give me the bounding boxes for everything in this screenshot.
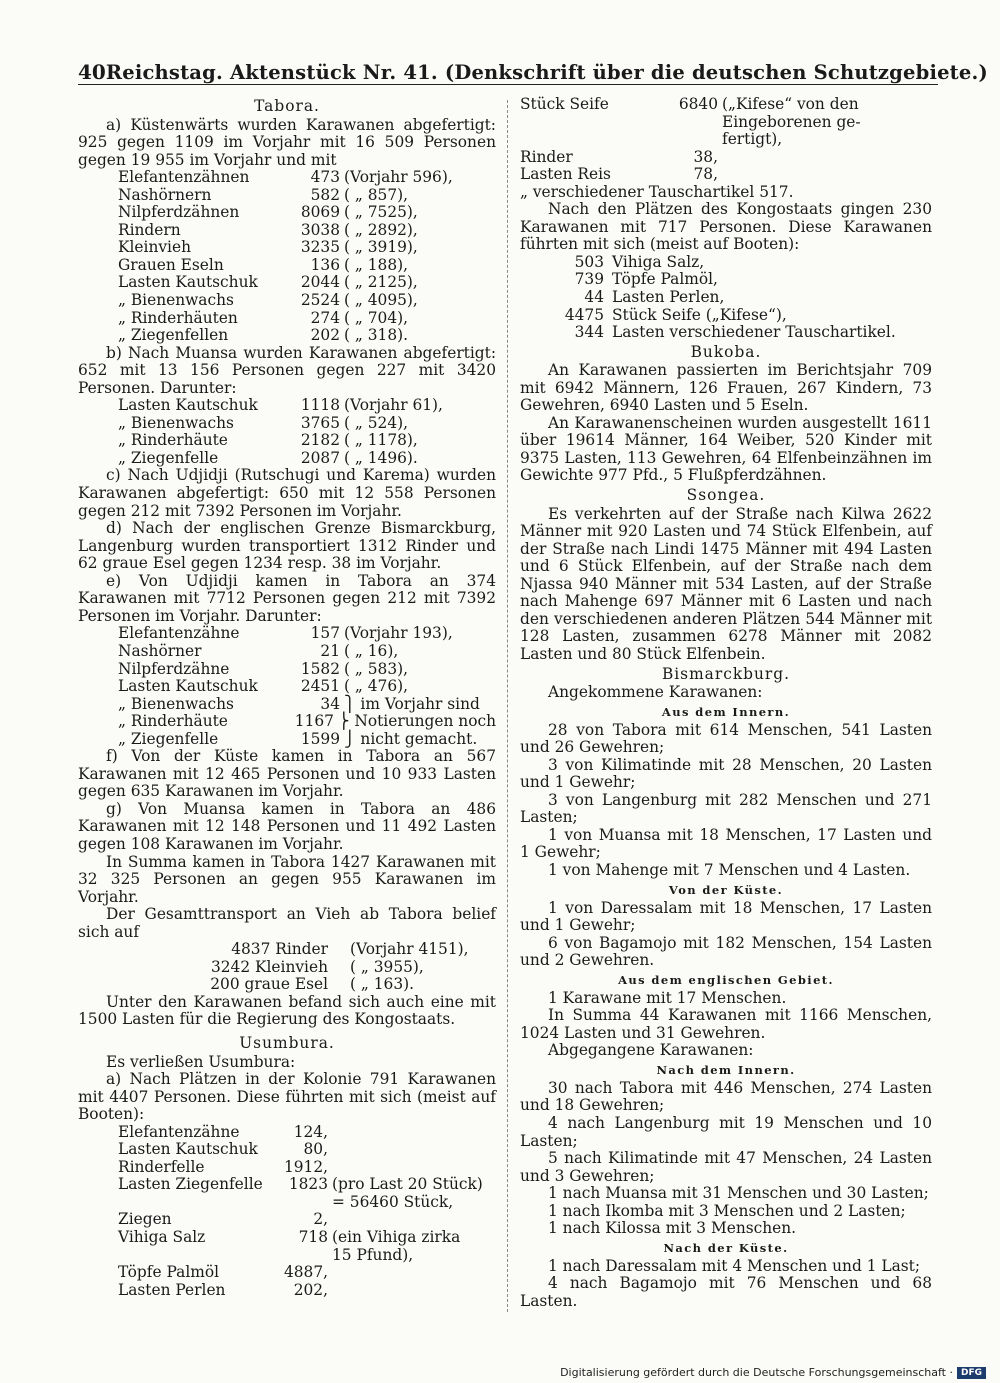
row-value: 8069 [300, 203, 340, 222]
row-label: Töpfe Palmöl [118, 1263, 220, 1282]
row-label: Lasten Kautschuk [118, 677, 258, 696]
row-label: 200 graue Esel [210, 975, 328, 994]
bism-ab-3: 5 nach Kilimatinde mit 47 Menschen, 24 Lasten und 3 Gewehren; [520, 1149, 932, 1185]
bism-k-2: 6 von Bagamojo mit 182 Menschen, 154 Lasten und 2 Gewehren. [520, 933, 932, 970]
row-value [266, 1194, 332, 1212]
table-row [78, 450, 496, 468]
tabora-para-vieh: Der Gesamttransport an Vieh ab Tabora belief sich auf [78, 905, 496, 941]
row-note: (Vorjahr 596), [344, 168, 453, 187]
row-label: Nilpferdzähnen [118, 203, 240, 222]
row-note: (Vorjahr 61), [344, 396, 443, 415]
tabora-para-b: b) Nach Muansa wurden Karawanen abgefertigt: 652 mit 13 156 Personen gegen 227 mit 3420 Personen. Darunter: [78, 343, 496, 397]
row-note [722, 184, 932, 202]
row-note: („Kifese“ von den [722, 95, 859, 113]
row-value: 1582 [300, 659, 340, 678]
usumbura-table-continued [520, 96, 932, 201]
row-value: 34 [320, 694, 340, 713]
table-row [78, 432, 496, 450]
bism-sub-engl: Aus dem englischen Gebiet. [618, 972, 834, 987]
page-number: 40 [78, 60, 106, 84]
row-note [722, 166, 932, 184]
table-row [520, 184, 932, 202]
table-row [520, 166, 932, 184]
row-label: Elefantenzähne [118, 624, 240, 643]
bism-sub-aus-innern: Aus dem Innern. [661, 704, 791, 719]
row-value: 582 [310, 185, 340, 204]
page-header [78, 56, 988, 85]
row-value [266, 1247, 332, 1265]
row-value: 3235 [300, 238, 340, 257]
row-value: 202, [293, 1280, 328, 1299]
row-value: 1118 [300, 396, 340, 415]
row-note: ( „ 583), [344, 659, 409, 678]
bism-sub-nach-innern: Nach dem Innern. [656, 1062, 796, 1077]
row-value: 78, [693, 165, 718, 184]
list-item [560, 289, 932, 307]
bism-k-1: 1 von Daressalam mit 18 Menschen, 17 Lasten und 1 Gewehr; [520, 898, 932, 935]
row-label: Lasten Kautschuk [118, 396, 258, 415]
section-title-ssongea: Ssongea. [686, 486, 766, 505]
row-note: ⎬ Notierungen noch [337, 712, 496, 731]
bism-sub-von-kueste: Von der Küste. [668, 882, 784, 897]
row-value [670, 184, 722, 202]
row-note: (pro Last 20 Stück) [332, 1175, 483, 1194]
row-note [332, 1211, 496, 1229]
tabora-vieh-table [78, 941, 496, 994]
row-value: 2451 [300, 677, 340, 696]
row-value: 2524 [300, 291, 340, 310]
row-value: 4887, [283, 1263, 328, 1282]
bism-abgegangen: Abgegangene Karawanen: [548, 1041, 754, 1060]
kongo-para: Nach den Plätzen des Kongostaats gingen 230 Karawanen mit 717 Personen. Diese Karawanen führten mit sich (meist auf Booten): [520, 200, 932, 254]
table-row [520, 131, 932, 149]
list-item-count: 44 [584, 288, 604, 307]
row-label: „ Rinderhäuten [118, 308, 238, 327]
list-item-text: Töpfe Palmöl, [612, 270, 718, 289]
row-value: 1912, [283, 1157, 328, 1176]
tabora-e-table [78, 625, 496, 748]
table-row [78, 310, 496, 328]
bism-ab-1: 30 nach Tabora mit 446 Menschen, 274 Lasten und 18 Gewehren; [520, 1078, 932, 1115]
bism-in-3: 3 von Langenburg mit 282 Menschen und 271 Lasten; [520, 790, 932, 827]
row-value: 473 [310, 168, 340, 187]
row-note: ⎭ nicht gemacht. [344, 729, 478, 748]
bism-summa: In Summa 44 Karawanen mit 1166 Menschen, 1024 Lasten und 31 Gewehren. [520, 1006, 932, 1042]
bism-in-5: 1 von Mahenge mit 7 Menschen und 4 Lasten. [548, 860, 911, 879]
row-note [722, 149, 932, 167]
row-note: ( „ 318). [344, 326, 409, 345]
row-label [520, 131, 670, 149]
table-row [78, 1211, 496, 1229]
list-item [560, 324, 932, 342]
table-row [78, 643, 496, 661]
list-item-text: Lasten verschiedener Tauschartikel. [612, 323, 896, 342]
section-title-tabora: Tabora. [254, 97, 320, 115]
row-note: ( „ 163). [350, 975, 415, 994]
row-value: 136 [310, 255, 340, 274]
table-row [78, 1141, 496, 1159]
table-row [78, 1124, 496, 1142]
row-note: ( „ 704), [344, 308, 409, 327]
table-row [78, 222, 496, 240]
table-row [78, 941, 496, 959]
tabora-para-e: e) Von Udjidji kamen in Tabora an 374 Karawanen mit 7712 Personen gegen 212 mit 7392 Personen im Vorjahr. Darunter: [78, 571, 496, 625]
section-title-usumbura: Usumbura. [239, 1033, 335, 1052]
row-note: 15 Pfund), [332, 1245, 414, 1264]
dfg-logo: DFG [957, 1367, 986, 1379]
row-value: 124, [293, 1122, 328, 1141]
list-item-text: Stück Seife („Kifese“), [612, 305, 787, 324]
running-title: Reichstag. Aktenstück Nr. 41. (Denkschrift über die deutschen Schutzgebiete.) [105, 61, 988, 84]
table-row [78, 239, 496, 257]
row-label: Grauen Eseln [118, 255, 224, 274]
row-note [332, 1124, 496, 1142]
row-label: Lasten Kautschuk [118, 273, 258, 292]
usumbura-table [78, 1124, 496, 1299]
list-item-text: Lasten Perlen, [612, 288, 725, 307]
row-note: ( „ 857), [344, 185, 409, 204]
row-note: Eingeborenen ge- [722, 112, 861, 131]
table-row [78, 327, 496, 345]
row-value [670, 131, 722, 149]
list-item [560, 271, 932, 289]
bism-in-1: 28 von Tabora mit 614 Menschen, 541 Lasten und 26 Gewehren; [520, 720, 932, 757]
row-label: Lasten Kautschuk [118, 1140, 258, 1159]
left-column [78, 96, 496, 1299]
row-label: Elefantenzähne [118, 1122, 240, 1141]
row-label: „ Rinderhäute [118, 712, 228, 731]
table-row [78, 274, 496, 292]
table-row [520, 149, 932, 167]
table-row [78, 1247, 496, 1265]
row-note [332, 1264, 496, 1282]
table-row [78, 415, 496, 433]
row-label: „ Ziegenfellen [118, 326, 229, 345]
row-label: Rinderfelle [118, 1157, 205, 1176]
row-value [670, 114, 722, 132]
section-title-bukoba: Bukoba. [690, 342, 762, 361]
row-value: 80, [303, 1140, 328, 1159]
row-label: 4837 Rinder [231, 940, 328, 959]
row-note: ( „ 2892), [344, 220, 418, 239]
table-row [78, 187, 496, 205]
table-row [78, 713, 496, 731]
list-item [560, 254, 932, 272]
table-row [78, 959, 496, 977]
footer-text: Digitalisierung gefördert durch die Deutsche Forschungsgemeinschaft · [560, 1366, 953, 1379]
list-item [560, 307, 932, 325]
row-value: 3765 [300, 413, 340, 432]
row-value: 1823 [288, 1175, 328, 1194]
row-label: Nilpferdzähne [118, 659, 230, 678]
table-row [78, 1159, 496, 1177]
bism-sub-nach-kueste: Nach der Küste. [663, 1240, 789, 1255]
table-row [78, 625, 496, 643]
bism-ab-4: 1 nach Muansa mit 31 Menschen und 30 Lasten; [548, 1184, 929, 1203]
tabora-para-c: c) Nach Udjidji (Rutschugi und Karema) wurden Karawanen abgefertigt: 650 mit 12 558 Personen gegen 212 mit 7392 Personen im Vorjahr. [78, 466, 496, 520]
table-row [78, 397, 496, 415]
table-row [78, 678, 496, 696]
bism-in-4: 1 von Muansa mit 18 Menschen, 17 Lasten und 1 Gewehr; [520, 825, 932, 862]
table-row [78, 661, 496, 679]
tabora-para-d: d) Nach der englischen Grenze Bismarckburg, Langenburg wurden transportiert 1312 Rinder und 62 graue Esel gegen 1234 resp. 38 im Vorjahr. [78, 519, 496, 573]
row-label [520, 114, 670, 132]
row-note: ( „ 4095), [344, 291, 418, 310]
table-row [78, 731, 496, 749]
tabora-b-table [78, 397, 496, 467]
row-label: Lasten Reis [520, 165, 611, 184]
row-label: 3242 Kleinvieh [210, 957, 328, 976]
row-label: Lasten Perlen [118, 1280, 226, 1299]
row-label [78, 1247, 266, 1265]
tabora-para-f: f) Von der Küste kamen in Tabora an 567 Karawanen mit 12 465 Personen und 10 933 Lasten gegen 635 Karawanen im Vorjahr. [78, 747, 496, 801]
row-value: 1599 [300, 729, 340, 748]
tabora-para-a: a) Küstenwärts wurden Karawanen abgefertigt: 925 gegen 1109 im Vorjahr mit 16 509 Personen gegen 19 955 im Vorjahr und mit [78, 115, 496, 169]
row-label: Elefantenzähnen [118, 168, 250, 187]
row-label: Rindern [118, 220, 181, 239]
row-label: „ Bienenwachs [118, 413, 234, 432]
bism-e-1: 1 Karawane mit 17 Menschen. [548, 988, 787, 1007]
table-row [78, 1176, 496, 1194]
bism-ab-2: 4 nach Langenburg mit 19 Menschen und 10 Lasten; [520, 1113, 932, 1150]
row-label: Lasten Ziegenfelle [118, 1175, 263, 1194]
table-row [520, 114, 932, 132]
table-row [78, 976, 496, 994]
row-label: „ Rinderhäute [118, 431, 228, 450]
row-value: 3038 [300, 220, 340, 239]
row-note: fertigt), [722, 130, 783, 149]
row-value: 38, [693, 147, 718, 166]
table-row [78, 292, 496, 310]
row-label: Vihiga Salz [118, 1228, 206, 1246]
footer-credit [560, 1366, 986, 1379]
row-label: Rinder [520, 147, 573, 166]
table-row [78, 1194, 496, 1212]
bism-ab-6: 1 nach Kilossa mit 3 Menschen. [548, 1219, 797, 1238]
row-value: 274 [310, 308, 340, 327]
list-item-text: Vihiga Salz, [612, 252, 705, 271]
table-row [78, 204, 496, 222]
bukoba-para-1: An Karawanen passierten im Berichtsjahr 709 mit 6942 Männern, 126 Frauen, 267 Kindern, 73 Gewehren, 6940 Lasten und 5 Eseln. [520, 361, 932, 415]
row-label: „ verschiedener Tauschartikel 517. [520, 182, 794, 201]
row-label: Stück Seife [520, 95, 609, 113]
row-note: ( „ 3955), [350, 957, 424, 976]
table-row [78, 169, 496, 187]
row-note: ( „ 188), [344, 255, 409, 274]
row-note: ( „ 3919), [344, 238, 418, 257]
table-row [78, 257, 496, 275]
usumbura-para-a: a) Nach Plätzen in der Kolonie 791 Karawanen mit 4407 Personen. Diese führten mit sich (meist auf Booten): [78, 1070, 496, 1124]
table-row [78, 1264, 496, 1282]
row-note: ( „ 1496). [344, 448, 418, 467]
bism-ab-5: 1 nach Ikomba mit 3 Menschen und 2 Lasten; [548, 1201, 906, 1220]
row-label: Nashörnern [118, 185, 212, 204]
table-row [78, 696, 496, 714]
row-note: (ein Vihiga zirka [332, 1228, 461, 1246]
bism-nk-2: 4 nach Bagamojo mit 76 Menschen und 68 Lasten. [520, 1274, 932, 1310]
row-value: 2044 [300, 273, 340, 292]
row-note: ( „ 476), [344, 677, 409, 696]
row-label: Nashörner [118, 641, 202, 660]
list-item-count: 344 [574, 323, 604, 342]
list-item-count: 503 [574, 252, 604, 271]
row-value: 157 [310, 624, 340, 643]
bism-in-2: 3 von Kilimatinde mit 28 Menschen, 20 Lasten und 1 Gewehr; [520, 755, 932, 792]
row-note: ( „ 7525), [344, 203, 418, 222]
section-title-bismarckburg: Bismarckburg. [661, 664, 791, 683]
row-label: „ Ziegenfelle [118, 729, 219, 748]
row-label: „ Bienenwachs [118, 291, 234, 310]
tabora-para-g: g) Von Muansa kamen in Tabora an 486 Karawanen mit 12 148 Personen und 11 492 Lasten gegen 108 Karawanen im Vorjahr. [78, 799, 496, 853]
row-note: (Vorjahr 193), [344, 624, 453, 643]
row-note: ( „ 1178), [344, 431, 418, 450]
tabora-para-summa: In Summa kamen in Tabora 1427 Karawanen mit 32 325 Personen an gegen 955 Karawanen im Vorjahr. [78, 852, 496, 906]
row-note: (Vorjahr 4151), [350, 940, 469, 959]
row-label [78, 1194, 266, 1212]
list-item-count: 739 [574, 270, 604, 289]
list-item-count: 4475 [564, 305, 604, 324]
bism-angekommen: Angekommene Karawanen: [548, 683, 763, 702]
row-label: „ Bienenwachs [118, 694, 234, 713]
bism-nk-1: 1 nach Daressalam mit 4 Menschen und 1 Last; [548, 1256, 921, 1275]
table-row [520, 96, 932, 114]
row-note: ( „ 16), [344, 641, 399, 660]
table-row [78, 1229, 496, 1247]
row-note: ⎫ im Vorjahr sind [344, 694, 480, 713]
table-row [78, 1282, 496, 1300]
row-value: 202 [310, 326, 340, 345]
row-value: 21 [320, 641, 340, 660]
kongo-list [520, 254, 932, 342]
ssongea-para: Es verkehrten auf der Straße nach Kilwa 2622 Männer mit 920 Lasten und 74 Stück Elfenbein, auf der Straße nach Lindi 1475 Männer mit 494 Lasten und 6 Stück Elfenbein, auf der Straße nach dem Njassa 940 Männer mit 534 Lasten, auf der Straße nach Mahenge 697 Männer mit 6 Lasten und nach den verschiedenen anderen Plätzen 544 Männer mit 128 Lasten, zusammen 6278 Männer mit 2082 Lasten und 80 Stück Elfenbein. [520, 504, 932, 663]
row-value: 718 [298, 1228, 328, 1246]
row-note: ( „ 2125), [344, 273, 418, 292]
row-label: Ziegen [118, 1210, 172, 1229]
column-divider [507, 100, 508, 1312]
tabora-a-table [78, 169, 496, 344]
row-note [332, 1141, 496, 1159]
row-value: 6840 [678, 95, 718, 113]
bukoba-para-2: An Karawanenscheinen wurden ausgestellt 1611 über 19614 Männer, 164 Weiber, 520 Kinder mit 9375 Lasten, 113 Gewehren, 64 Elfenbeinzähnen im Gewichte 977 Pfd., 5 Flußpferdzähnen. [520, 413, 932, 485]
row-note [332, 1282, 496, 1300]
tabora-para-kongo: Unter den Karawanen befand sich auch eine mit 1500 Lasten für die Regierung des Kongostaats. [78, 992, 496, 1029]
row-label: Kleinvieh [118, 238, 192, 257]
row-label: „ Ziegenfelle [118, 448, 219, 467]
row-value: 2087 [300, 448, 340, 467]
right-column [520, 96, 932, 1310]
row-note [332, 1159, 496, 1177]
row-value: 2182 [300, 431, 340, 450]
row-value: 2, [313, 1210, 328, 1229]
row-note: = 56460 Stück, [332, 1192, 454, 1211]
row-note: ( „ 524), [344, 413, 409, 432]
row-value: 1167 [294, 712, 334, 731]
usumbura-intro: Es verließen Usumbura: [106, 1052, 296, 1071]
